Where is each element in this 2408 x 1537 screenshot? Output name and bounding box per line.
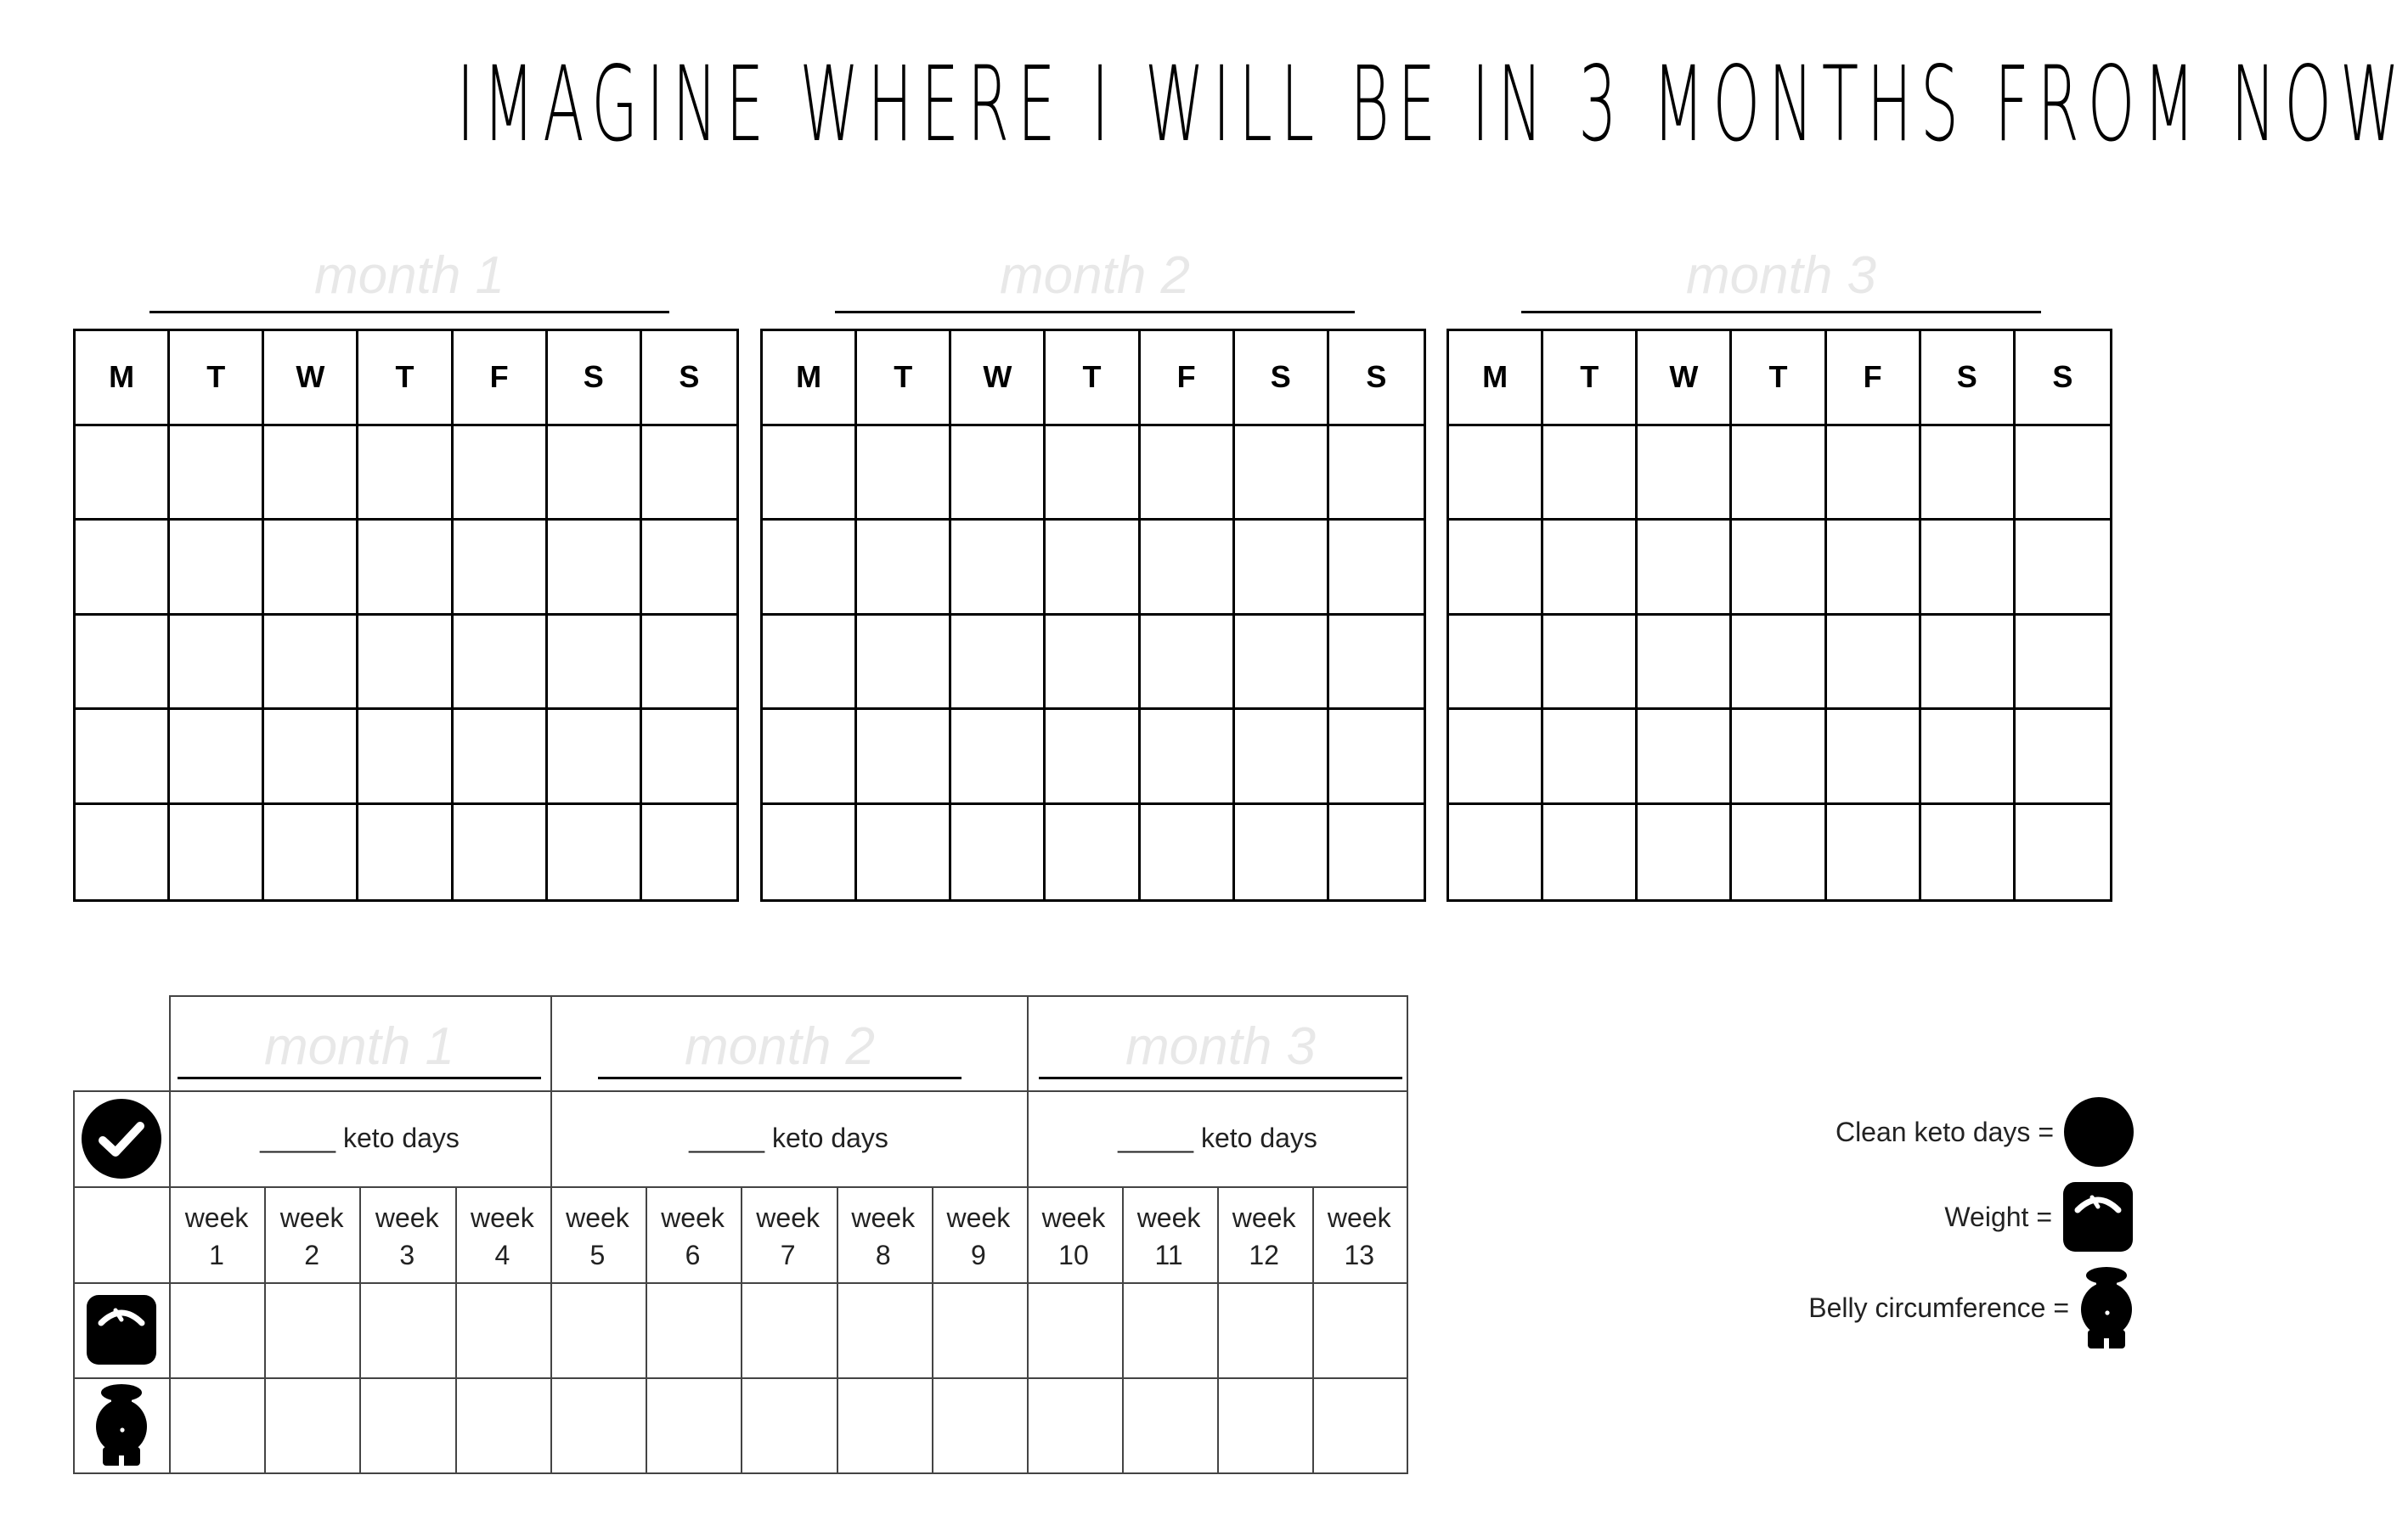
week-number: 2	[304, 1240, 320, 1270]
day-cell[interactable]	[548, 805, 642, 900]
day-cell[interactable]	[1827, 710, 1921, 805]
day-cell[interactable]	[951, 426, 1046, 521]
day-cell[interactable]	[264, 710, 358, 805]
week-word: week	[946, 1202, 1011, 1233]
day-cell[interactable]	[358, 805, 453, 900]
day-cell[interactable]	[2016, 426, 2110, 521]
week-column-header	[646, 1199, 741, 1274]
filled-circle-icon	[2064, 1097, 2134, 1167]
day-cell[interactable]	[358, 710, 453, 805]
scale-icon	[2062, 1181, 2134, 1253]
day-cell[interactable]	[76, 521, 170, 616]
day-cell[interactable]	[548, 710, 642, 805]
day-cell[interactable]	[2016, 616, 2110, 711]
day-cell[interactable]	[1921, 426, 2016, 521]
legend-label: Clean keto days =	[1835, 1116, 2054, 1147]
day-cell[interactable]	[1329, 805, 1424, 900]
day-cell[interactable]	[548, 521, 642, 616]
day-cell[interactable]	[76, 710, 170, 805]
day-cell[interactable]	[170, 521, 264, 616]
day-cell[interactable]	[454, 710, 548, 805]
day-cell[interactable]	[642, 805, 736, 900]
day-cell[interactable]	[548, 426, 642, 521]
week-word: week	[1327, 1202, 1391, 1233]
weekday-header: W	[951, 331, 1046, 426]
day-cell[interactable]	[1235, 805, 1329, 900]
weekday-header: M	[76, 331, 170, 426]
belly-icon	[2079, 1265, 2134, 1350]
legend-item-weight	[1944, 1180, 2134, 1253]
day-cell[interactable]	[1141, 426, 1235, 521]
day-cell[interactable]	[1921, 805, 2016, 900]
day-cell[interactable]	[763, 710, 857, 805]
day-cell[interactable]	[170, 426, 264, 521]
week-number: 3	[399, 1240, 415, 1270]
day-cell[interactable]	[763, 426, 857, 521]
day-cell[interactable]	[1732, 616, 1826, 711]
weekday-header: F	[454, 331, 548, 426]
day-cell[interactable]	[2016, 521, 2110, 616]
day-cell[interactable]	[1543, 616, 1638, 711]
week-column-header	[1311, 1199, 1407, 1274]
day-cell[interactable]	[2016, 805, 2110, 900]
day-cell[interactable]	[951, 616, 1046, 711]
week-column-header	[454, 1199, 550, 1274]
day-cell[interactable]	[76, 426, 170, 521]
day-cell[interactable]	[1449, 805, 1543, 900]
week-number: 12	[1249, 1240, 1279, 1270]
week-number: 4	[494, 1240, 510, 1270]
table-rule	[1407, 995, 1408, 1474]
day-cell[interactable]	[1141, 521, 1235, 616]
calendar-3-month-header	[1521, 246, 2041, 314]
day-cell[interactable]	[264, 805, 358, 900]
day-cell[interactable]	[1449, 710, 1543, 805]
belly-icon	[73, 1377, 169, 1472]
table-rule	[169, 995, 1408, 997]
week-column-header	[264, 1199, 359, 1274]
day-cell[interactable]	[1141, 805, 1235, 900]
legend-item-belly	[1808, 1265, 2134, 1350]
weekday-header: T	[857, 331, 951, 426]
day-cell[interactable]	[1235, 521, 1329, 616]
weekday-header: M	[763, 331, 857, 426]
day-cell[interactable]	[1046, 521, 1140, 616]
calendar-2-month-header	[835, 246, 1355, 314]
week-number: 1	[209, 1240, 224, 1270]
week-column-header	[741, 1199, 836, 1274]
calendar-3-grid	[1446, 329, 2112, 902]
day-cell[interactable]	[1543, 521, 1638, 616]
day-cell[interactable]	[358, 426, 453, 521]
week-word: week	[566, 1202, 629, 1233]
weekday-header: T	[358, 331, 453, 426]
day-cell[interactable]	[1141, 710, 1235, 805]
week-word: week	[661, 1202, 725, 1233]
day-cell[interactable]	[1141, 616, 1235, 711]
day-cell[interactable]	[857, 710, 951, 805]
week-word: week	[375, 1202, 439, 1233]
weekday-header: F	[1141, 331, 1235, 426]
day-cell[interactable]	[1329, 616, 1424, 711]
day-cell[interactable]	[170, 710, 264, 805]
week-number: 7	[780, 1240, 796, 1270]
calendar-month-label: month 1	[313, 246, 505, 305]
keto-days-field[interactable]: _____ keto days	[260, 1123, 460, 1153]
day-cell[interactable]	[1235, 426, 1329, 521]
legend-label: Belly circumference =	[1808, 1292, 2069, 1323]
scale-icon	[73, 1282, 169, 1377]
week-word: week	[184, 1202, 249, 1233]
day-cell[interactable]	[454, 521, 548, 616]
month-underline	[1521, 311, 2041, 313]
month-underline	[178, 1077, 541, 1079]
day-cell[interactable]	[1329, 426, 1424, 521]
day-cell[interactable]	[358, 521, 453, 616]
week-column-header	[550, 1199, 645, 1274]
weekday-header: S	[548, 331, 642, 426]
day-cell[interactable]	[454, 616, 548, 711]
day-cell[interactable]	[1329, 710, 1424, 805]
day-cell[interactable]	[1543, 805, 1638, 900]
week-column-header	[1026, 1199, 1121, 1274]
weekday-header: M	[1449, 331, 1543, 426]
week-word: week	[851, 1202, 916, 1233]
week-word: week	[1232, 1202, 1296, 1233]
day-cell[interactable]	[642, 710, 736, 805]
main-title: IMAGINE WHERE I WILL BE IN 3 MONTHS FROM NOW	[456, 44, 2408, 165]
week-number: 8	[875, 1240, 891, 1270]
day-cell[interactable]	[454, 805, 548, 900]
day-cell[interactable]	[1046, 710, 1140, 805]
weekday-header: T	[170, 331, 264, 426]
weekday-header: S	[1235, 331, 1329, 426]
week-number: 5	[589, 1240, 606, 1270]
calendar-month-label: month 3	[1685, 246, 1877, 305]
week-number: 11	[1154, 1240, 1183, 1270]
day-cell[interactable]	[1638, 805, 1732, 900]
weekday-header: W	[1638, 331, 1732, 426]
legend-label: Weight =	[1944, 1201, 2052, 1232]
day-cell[interactable]	[1921, 616, 2016, 711]
day-cell[interactable]	[1827, 426, 1921, 521]
month-underline	[149, 311, 669, 313]
day-cell[interactable]	[1449, 426, 1543, 521]
tracker-month-label: month 2	[684, 1017, 876, 1076]
week-word: week	[470, 1202, 534, 1233]
week-column-header	[931, 1199, 1026, 1274]
day-cell[interactable]	[170, 616, 264, 711]
day-cell[interactable]	[763, 805, 857, 900]
weekday-header: S	[2016, 331, 2110, 426]
day-cell[interactable]	[1046, 426, 1140, 521]
day-cell[interactable]	[951, 805, 1046, 900]
week-column-header	[1216, 1199, 1311, 1274]
day-cell[interactable]	[1235, 710, 1329, 805]
day-cell[interactable]	[1329, 521, 1424, 616]
day-cell[interactable]	[857, 805, 951, 900]
day-cell[interactable]	[1046, 805, 1140, 900]
day-cell[interactable]	[264, 426, 358, 521]
day-cell[interactable]	[642, 521, 736, 616]
day-cell[interactable]	[857, 426, 951, 521]
day-cell[interactable]	[264, 616, 358, 711]
month-underline	[835, 311, 1355, 313]
day-cell[interactable]	[170, 805, 264, 900]
day-cell[interactable]	[1921, 710, 2016, 805]
day-cell[interactable]	[951, 521, 1046, 616]
tracker-month-label: month 3	[1125, 1017, 1317, 1076]
weekday-header: T	[1046, 331, 1140, 426]
week-word: week	[279, 1202, 344, 1233]
month-underline	[1039, 1077, 1402, 1079]
weekday-header: T	[1732, 331, 1826, 426]
weekday-header: W	[264, 331, 358, 426]
day-cell[interactable]	[1543, 710, 1638, 805]
day-cell[interactable]	[857, 616, 951, 711]
day-cell[interactable]	[1638, 426, 1732, 521]
day-cell[interactable]	[1921, 521, 2016, 616]
day-cell[interactable]	[1638, 616, 1732, 711]
week-word: week	[1041, 1202, 1106, 1233]
day-cell[interactable]	[1638, 521, 1732, 616]
day-cell[interactable]	[857, 521, 951, 616]
week-number: 6	[685, 1240, 701, 1270]
weekday-header: F	[1827, 331, 1921, 426]
table-rule	[73, 1090, 1408, 1092]
day-cell[interactable]	[763, 521, 857, 616]
checkmark-icon	[73, 1090, 169, 1186]
legend-item-clean-keto	[1836, 1095, 2134, 1168]
week-number: 13	[1344, 1240, 1375, 1270]
day-cell[interactable]	[642, 616, 736, 711]
day-cell[interactable]	[763, 616, 857, 711]
month-underline	[598, 1077, 962, 1079]
day-cell[interactable]	[1732, 710, 1826, 805]
calendar-1-grid	[73, 329, 739, 902]
legend	[1692, 1095, 2134, 1367]
day-cell[interactable]	[76, 616, 170, 711]
calendar-month-label: month 2	[999, 246, 1191, 305]
week-column-header	[359, 1199, 454, 1274]
weekday-header: T	[1543, 331, 1638, 426]
day-cell[interactable]	[1235, 616, 1329, 711]
day-cell[interactable]	[1638, 710, 1732, 805]
day-cell[interactable]	[1827, 616, 1921, 711]
day-cell[interactable]	[1732, 426, 1826, 521]
keto-days-field[interactable]: _____ keto days	[689, 1123, 888, 1153]
weekday-header: S	[642, 331, 736, 426]
week-column-header	[169, 1199, 264, 1274]
week-column-header	[1121, 1199, 1216, 1274]
week-number: 10	[1058, 1240, 1089, 1270]
day-cell[interactable]	[951, 710, 1046, 805]
keto-days-field[interactable]: _____ keto days	[1118, 1123, 1317, 1153]
day-cell[interactable]	[1543, 426, 1638, 521]
tracker-month-label: month 1	[263, 1017, 455, 1076]
day-cell[interactable]	[454, 426, 548, 521]
day-cell[interactable]	[264, 521, 358, 616]
day-cell[interactable]	[1732, 805, 1826, 900]
day-cell[interactable]	[1827, 521, 1921, 616]
calendar-1-month-header	[149, 246, 669, 314]
day-cell[interactable]	[2016, 710, 2110, 805]
weekday-header: S	[1329, 331, 1424, 426]
week-word: week	[1136, 1202, 1201, 1233]
week-column-header	[836, 1199, 931, 1274]
day-cell[interactable]	[1449, 521, 1543, 616]
day-cell[interactable]	[642, 426, 736, 521]
day-cell[interactable]	[358, 616, 453, 711]
day-cell[interactable]	[1732, 521, 1826, 616]
day-cell[interactable]	[1449, 616, 1543, 711]
weekday-header: S	[1921, 331, 2016, 426]
day-cell[interactable]	[76, 805, 170, 900]
week-number: 9	[970, 1240, 986, 1270]
day-cell[interactable]	[1827, 805, 1921, 900]
calendar-2-grid	[760, 329, 1426, 902]
day-cell[interactable]	[548, 616, 642, 711]
week-word: week	[756, 1202, 820, 1233]
day-cell[interactable]	[1046, 616, 1140, 711]
